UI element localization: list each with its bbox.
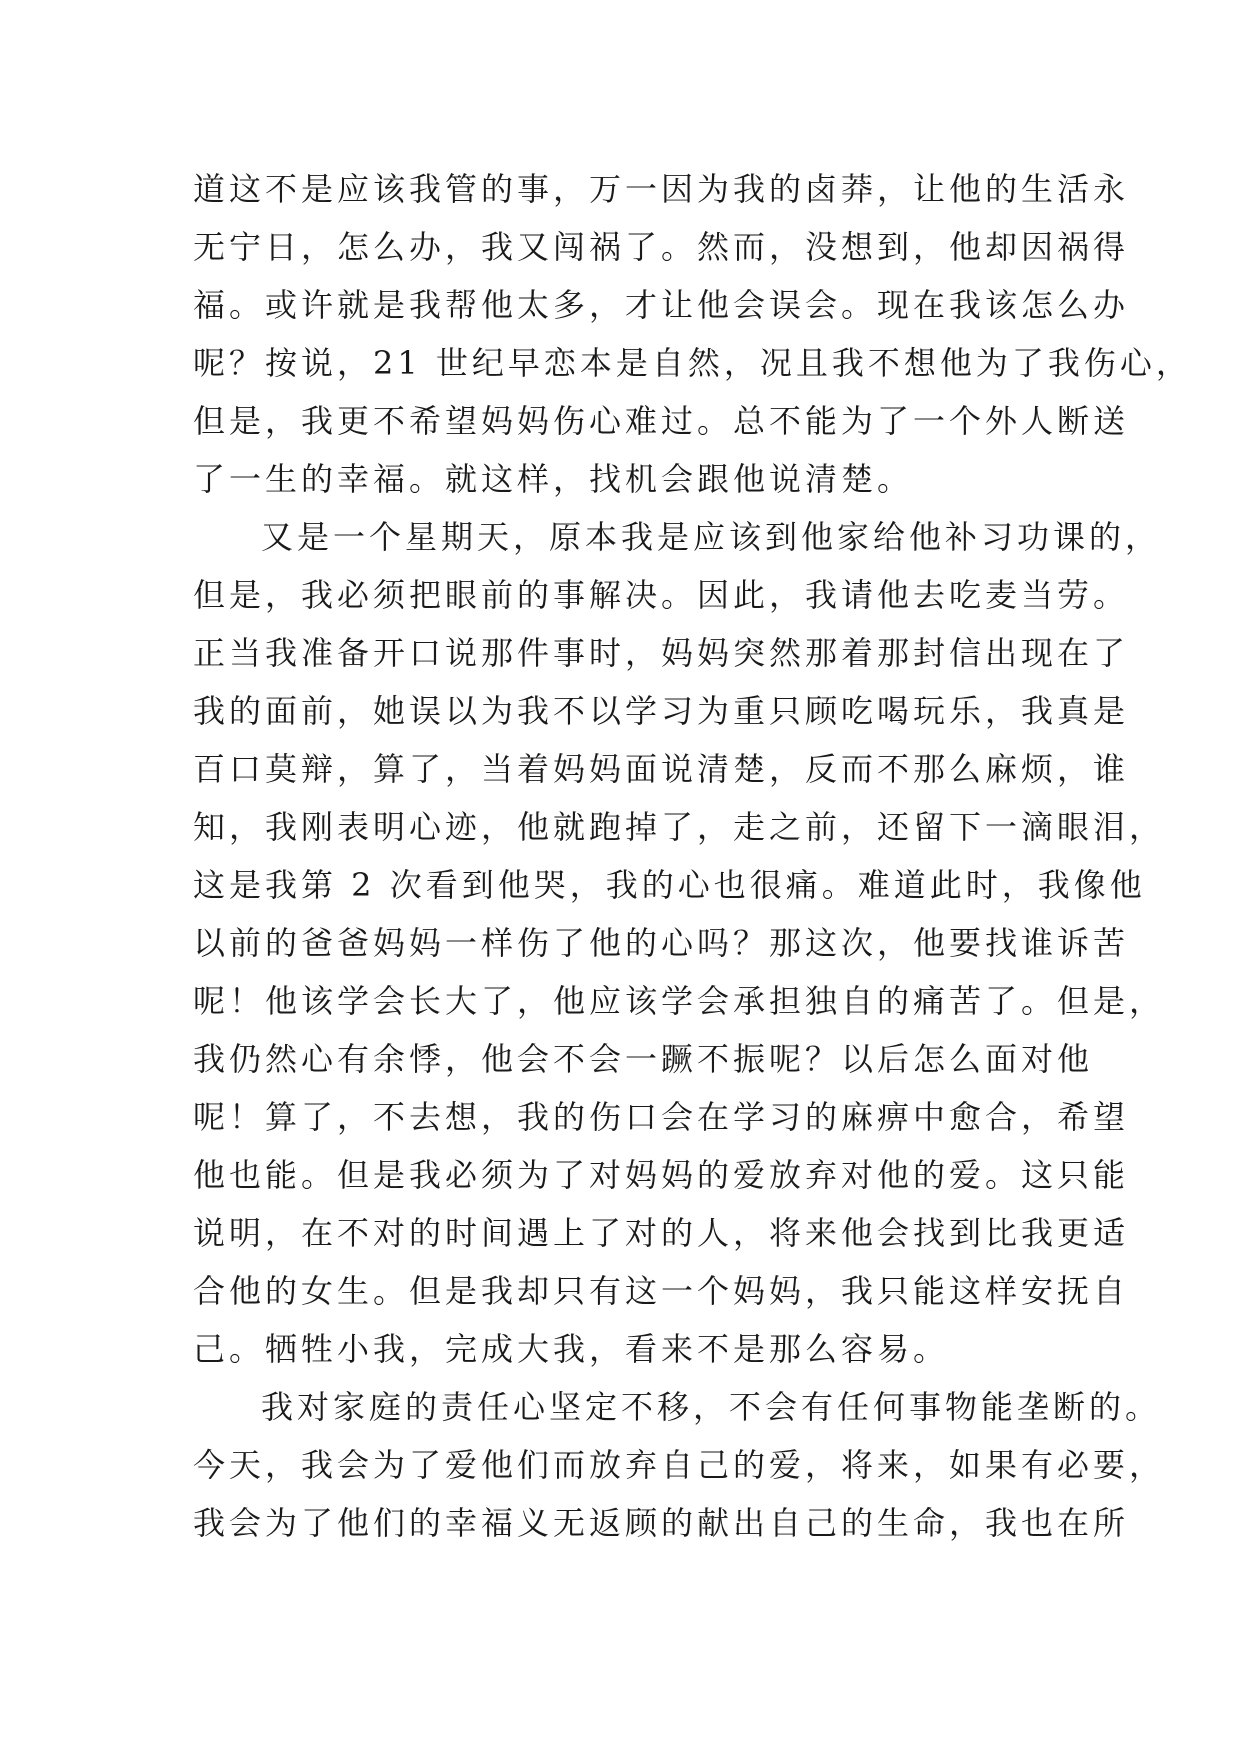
paragraph-3-line-1: 我对家庭的责任心坚定不移，不会有任何事物能垄断的。 (261, 1388, 1162, 1426)
paragraph-2-line-8: 以前的爸爸妈妈一样伤了他的心吗？那这次，他要找谁诉苦 (193, 924, 1130, 962)
paragraph-2-line-10: 我仍然心有余悸，他会不会一蹶不振呢？以后怎么面对他 (193, 1040, 1094, 1078)
paragraph-2-line-13: 说明，在不对的时间遇上了对的人，将来他会找到比我更适 (193, 1214, 1130, 1252)
paragraph-2-line-3: 正当我准备开口说那件事时，妈妈突然那着那封信出现在了 (193, 634, 1130, 672)
paragraph-2-line-9: 呢！他该学会长大了，他应该学会承担独自的痛苦了。但是， (193, 982, 1166, 1020)
paragraph-2-line-4: 我的面前，她误以为我不以学习为重只顾吃喝玩乐，我真是 (193, 692, 1130, 730)
paragraph-2-line-2: 但是，我必须把眼前的事解决。因此，我请他去吃麦当劳。 (193, 576, 1130, 614)
paragraph-2-line-14: 合他的女生。但是我却只有这一个妈妈，我只能这样安抚自 (193, 1272, 1130, 1310)
paragraph-1-line-1: 道这不是应该我管的事，万一因为我的卤莽，让他的生活永 (193, 170, 1130, 208)
paragraph-1-line-3: 福。或许就是我帮他太多，才让他会误会。现在我该怎么办 (193, 286, 1130, 324)
paragraph-2-line-5: 百口莫辩，算了，当着妈妈面说清楚，反而不那么麻烦，谁 (193, 750, 1130, 788)
document-body (193, 160, 1192, 1552)
paragraph-2-line-12: 他也能。但是我必须为了对妈妈的爱放弃对他的爱。这只能 (193, 1156, 1130, 1194)
paragraph-2-line-7: 这是我第 2 次看到他哭，我的心也很痛。难道此时，我像他 (193, 866, 1146, 904)
paragraph-1-line-6: 了一生的幸福。就这样，找机会跟他说清楚。 (193, 460, 914, 498)
paragraph-2-line-6: 知，我刚表明心迹，他就跑掉了，走之前，还留下一滴眼泪， (193, 808, 1166, 846)
paragraph-1-line-5: 但是，我更不希望妈妈伤心难过。总不能为了一个外人断送 (193, 402, 1130, 440)
paragraph-2-line-11: 呢！算了，不去想，我的伤口会在学习的麻痹中愈合，希望 (193, 1098, 1130, 1136)
paragraph-3-line-2: 今天，我会为了爱他们而放弃自己的爱，将来，如果有必要， (193, 1446, 1166, 1484)
paragraph-3-line-3: 我会为了他们的幸福义无返顾的献出自己的生命，我也在所 (193, 1504, 1130, 1542)
paragraph-2-line-15: 己。牺牲小我，完成大我，看来不是那么容易。 (193, 1330, 950, 1368)
paragraph-1-line-2: 无宁日，怎么办，我又闯祸了。然而，没想到，他却因祸得 (193, 228, 1130, 266)
paragraph-1-line-4: 呢？按说，21 世纪早恋本是自然，况且我不想他为了我伤心， (193, 344, 1192, 382)
paragraph-2-line-1: 又是一个星期天，原本我是应该到他家给他补习功课的， (261, 518, 1162, 556)
